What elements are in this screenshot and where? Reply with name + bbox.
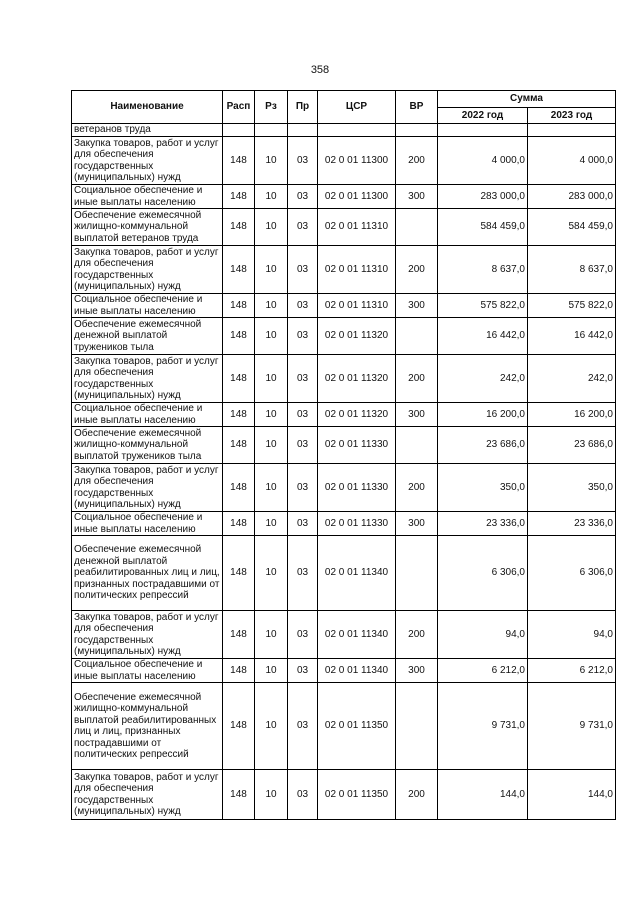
row-sum-2023: 4 000,0 [528, 137, 616, 185]
row-sum-2022: 575 822,0 [438, 294, 528, 318]
row-sum-2023: 94,0 [528, 611, 616, 659]
row-pr: 03 [288, 137, 318, 185]
row-vr: 300 [396, 512, 438, 536]
row-rasp: 148 [223, 464, 255, 512]
header-year-2022: 2022 год [438, 108, 528, 124]
row-csr: 02 0 01 11320 [318, 355, 396, 403]
row-vr: 200 [396, 246, 438, 294]
row-name: Обеспечение ежемесячной жилищно-коммунальной выплатой тружеников тыла [72, 427, 223, 464]
header-rz: Рз [255, 91, 288, 124]
row-rz: 10 [255, 464, 288, 512]
row-sum-2022: 283 000,0 [438, 185, 528, 209]
row-rasp: 148 [223, 683, 255, 770]
row-vr [396, 536, 438, 611]
header-year-2023: 2023 год [528, 108, 616, 124]
row-rz: 10 [255, 209, 288, 246]
row-sum-2023 [528, 124, 616, 137]
row-vr [396, 427, 438, 464]
row-rz: 10 [255, 185, 288, 209]
row-rasp: 148 [223, 770, 255, 820]
row-csr: 02 0 01 11320 [318, 318, 396, 355]
row-csr: 02 0 01 11300 [318, 137, 396, 185]
row-rasp: 148 [223, 185, 255, 209]
row-csr: 02 0 01 11320 [318, 403, 396, 427]
row-sum-2022: 16 200,0 [438, 403, 528, 427]
row-csr: 02 0 01 11310 [318, 246, 396, 294]
row-csr: 02 0 01 11310 [318, 294, 396, 318]
row-csr: 02 0 01 11350 [318, 683, 396, 770]
row-sum-2022: 350,0 [438, 464, 528, 512]
row-rasp: 148 [223, 294, 255, 318]
row-vr: 300 [396, 403, 438, 427]
row-csr [318, 124, 396, 137]
table-row [72, 403, 616, 427]
row-sum-2022: 23 336,0 [438, 512, 528, 536]
row-name: Обеспечение ежемесячной денежной выплатой тружеников тыла [72, 318, 223, 355]
row-csr: 02 0 01 11340 [318, 611, 396, 659]
budget-table [71, 90, 616, 820]
row-name: Социальное обеспечение и иные выплаты населению [72, 659, 223, 683]
row-pr: 03 [288, 427, 318, 464]
table-row [72, 294, 616, 318]
row-rz: 10 [255, 246, 288, 294]
table-row [72, 683, 616, 770]
row-sum-2023: 23 686,0 [528, 427, 616, 464]
row-rz: 10 [255, 659, 288, 683]
row-sum-2022: 6 306,0 [438, 536, 528, 611]
row-csr: 02 0 01 11310 [318, 209, 396, 246]
row-rasp: 148 [223, 427, 255, 464]
row-pr: 03 [288, 683, 318, 770]
row-csr: 02 0 01 11330 [318, 464, 396, 512]
row-pr: 03 [288, 536, 318, 611]
row-rasp: 148 [223, 246, 255, 294]
row-sum-2022: 144,0 [438, 770, 528, 820]
row-sum-2023: 8 637,0 [528, 246, 616, 294]
row-csr: 02 0 01 11340 [318, 659, 396, 683]
table-row [72, 464, 616, 512]
row-sum-2022: 4 000,0 [438, 137, 528, 185]
row-pr: 03 [288, 185, 318, 209]
row-name: Закупка товаров, работ и услуг для обеспечения государственных (муниципальных) нужд [72, 355, 223, 403]
row-rasp: 148 [223, 209, 255, 246]
row-sum-2022: 8 637,0 [438, 246, 528, 294]
row-sum-2023: 6 212,0 [528, 659, 616, 683]
row-sum-2023: 575 822,0 [528, 294, 616, 318]
row-sum-2022 [438, 124, 528, 137]
table-row [72, 355, 616, 403]
table-row [72, 536, 616, 611]
row-sum-2023: 6 306,0 [528, 536, 616, 611]
row-pr: 03 [288, 209, 318, 246]
row-rz: 10 [255, 427, 288, 464]
row-vr: 200 [396, 137, 438, 185]
row-sum-2022: 94,0 [438, 611, 528, 659]
row-vr [396, 209, 438, 246]
row-rz: 10 [255, 403, 288, 427]
row-name: Социальное обеспечение и иные выплаты населению [72, 185, 223, 209]
row-name: Социальное обеспечение и иные выплаты населению [72, 403, 223, 427]
row-sum-2023: 283 000,0 [528, 185, 616, 209]
row-rasp: 148 [223, 355, 255, 403]
row-name: Социальное обеспечение и иные выплаты населению [72, 512, 223, 536]
table-row [72, 246, 616, 294]
row-pr [288, 124, 318, 137]
row-sum-2022: 584 459,0 [438, 209, 528, 246]
row-rz: 10 [255, 318, 288, 355]
row-sum-2022: 16 442,0 [438, 318, 528, 355]
row-name: Обеспечение ежемесячной жилищно-коммунальной выплатой реабилитированных лиц и лиц, признанных пострадавшими от политических репрессий [72, 683, 223, 770]
row-pr: 03 [288, 294, 318, 318]
row-rz: 10 [255, 536, 288, 611]
row-rz: 10 [255, 512, 288, 536]
row-csr: 02 0 01 11330 [318, 427, 396, 464]
row-vr: 200 [396, 611, 438, 659]
table-row [72, 512, 616, 536]
table-row [72, 318, 616, 355]
row-name: Закупка товаров, работ и услуг для обеспечения государственных (муниципальных) нужд [72, 137, 223, 185]
row-sum-2022: 9 731,0 [438, 683, 528, 770]
row-rz: 10 [255, 770, 288, 820]
row-vr: 200 [396, 464, 438, 512]
row-csr: 02 0 01 11300 [318, 185, 396, 209]
row-rasp: 148 [223, 403, 255, 427]
row-sum-2022: 23 686,0 [438, 427, 528, 464]
table-row [72, 770, 616, 820]
row-rz: 10 [255, 683, 288, 770]
row-pr: 03 [288, 512, 318, 536]
table-row [72, 124, 616, 137]
row-rasp: 148 [223, 536, 255, 611]
row-rasp: 148 [223, 318, 255, 355]
row-rz [255, 124, 288, 137]
table-row [72, 659, 616, 683]
row-sum-2023: 350,0 [528, 464, 616, 512]
page-number: 358 [310, 64, 330, 76]
header-vr: ВР [396, 91, 438, 124]
table-row [72, 611, 616, 659]
row-rasp [223, 124, 255, 137]
row-name: Обеспечение ежемесячной жилищно-коммунальной выплатой ветеранов труда [72, 209, 223, 246]
header-rasp: Расп [223, 91, 255, 124]
row-sum-2023: 242,0 [528, 355, 616, 403]
row-vr: 200 [396, 355, 438, 403]
row-pr: 03 [288, 355, 318, 403]
row-csr: 02 0 01 11350 [318, 770, 396, 820]
row-name: Социальное обеспечение и иные выплаты населению [72, 294, 223, 318]
row-vr: 200 [396, 770, 438, 820]
row-name: Закупка товаров, работ и услуг для обеспечения государственных (муниципальных) нужд [72, 770, 223, 820]
row-pr: 03 [288, 770, 318, 820]
row-csr: 02 0 01 11340 [318, 536, 396, 611]
header-pr: Пр [288, 91, 318, 124]
row-rz: 10 [255, 137, 288, 185]
table-row [72, 427, 616, 464]
table-row [72, 209, 616, 246]
row-sum-2023: 584 459,0 [528, 209, 616, 246]
row-name: ветеранов труда [72, 124, 223, 137]
row-name: Закупка товаров, работ и услуг для обеспечения государственных (муниципальных) нужд [72, 611, 223, 659]
row-rasp: 148 [223, 512, 255, 536]
row-name: Закупка товаров, работ и услуг для обеспечения государственных (муниципальных) нужд [72, 464, 223, 512]
row-rasp: 148 [223, 611, 255, 659]
row-vr [396, 683, 438, 770]
row-name: Закупка товаров, работ и услуг для обеспечения государственных (муниципальных) нужд [72, 246, 223, 294]
row-sum-2022: 6 212,0 [438, 659, 528, 683]
row-name: Обеспечение ежемесячной денежной выплатой реабилитированных лиц и лиц, признанных пострадавшими от политических репрессий [72, 536, 223, 611]
row-vr: 300 [396, 185, 438, 209]
header-csr: ЦСР [318, 91, 396, 124]
row-rz: 10 [255, 294, 288, 318]
row-sum-2023: 23 336,0 [528, 512, 616, 536]
row-rz: 10 [255, 355, 288, 403]
row-pr: 03 [288, 403, 318, 427]
row-sum-2022: 242,0 [438, 355, 528, 403]
row-sum-2023: 16 442,0 [528, 318, 616, 355]
row-rz: 10 [255, 611, 288, 659]
row-pr: 03 [288, 464, 318, 512]
row-sum-2023: 16 200,0 [528, 403, 616, 427]
row-vr [396, 124, 438, 137]
row-pr: 03 [288, 611, 318, 659]
row-pr: 03 [288, 246, 318, 294]
row-vr [396, 318, 438, 355]
row-rasp: 148 [223, 137, 255, 185]
table-row [72, 137, 616, 185]
row-rasp: 148 [223, 659, 255, 683]
header-sum: Сумма [438, 91, 616, 108]
row-vr: 300 [396, 294, 438, 318]
row-sum-2023: 144,0 [528, 770, 616, 820]
row-vr: 300 [396, 659, 438, 683]
row-pr: 03 [288, 659, 318, 683]
table-row [72, 185, 616, 209]
row-pr: 03 [288, 318, 318, 355]
row-sum-2023: 9 731,0 [528, 683, 616, 770]
row-csr: 02 0 01 11330 [318, 512, 396, 536]
header-name: Наименование [72, 91, 223, 124]
